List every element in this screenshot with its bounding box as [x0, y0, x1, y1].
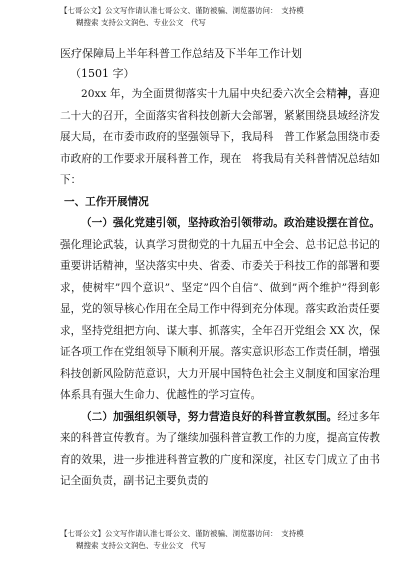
intro-rest: 喜迎二十大的召开，全面落实省科技创新大会部署，紧紧围绕县域经济发展大局，在市委市政府的坚强领导下，我局科 普工作紧急围绕市委市政府的工作要求开展科普工作，现在 将我局有关科普情况总结如下：	[60, 88, 381, 186]
header-line-2: 糊搜索 支持公文润色、专业公文 代写	[76, 18, 206, 27]
intro-paragraph	[60, 84, 380, 192]
subsection-1-heading-b: 政治建设摆在首位。	[283, 217, 380, 229]
document-title: 医疗保障局上半年科普工作总结及下半年工作计划	[60, 47, 302, 60]
subsection-1-heading: （一）强化党建引领，坚持政治引领带动。	[81, 217, 284, 229]
intro-line-1: 20xx 年，为全面贯彻落实十九届中央纪委六次全会精	[81, 88, 337, 100]
subsection-2-text: 经过多年来的科普宣传教育。为了继续加强科普宣教工作的力度，提高宣传教育的效果，进一步推进科普宣教的广度和深度，社区专门成立了由书记全面负责，副书记主要负责的	[60, 410, 380, 487]
subsection-1-text: 强化理论武装，认真学习贯彻党的十九届五中全会、总书记总书记的重要讲话精神，坚决落实中央、省委、市委关于科技工作的部署和要求，使树牢”四个意识”、坚定”四个自信”、做到”两个维护”得到彰显，党的领导核心作用在全局工作中得到充分体现。落实政治责任要求，坚持党组把方向、谋大事、抓落实，全年召开党组会 XX 次，保证各项工作在党组领导下顺利开展。落实意识形态工作责任制，增强科技创新风险防范意识，大力开展中国特色社会主义制度和国家治理体系具有强大生命力、优越性的学习宣传。	[60, 238, 380, 401]
page-footer	[60, 528, 390, 552]
footer-line-1: 【七哥公文】公文写作请认准七哥公文、谨防被骗、浏览器访问： 支持模	[60, 529, 304, 538]
subsection-1-paragraph	[60, 213, 380, 407]
intro-bold: 神，	[336, 88, 359, 100]
page-header	[60, 5, 390, 29]
subsection-2-heading: （二）加强组织领导，努力营造良好的科普宣教氛围。	[81, 410, 338, 423]
header-line-1: 【七哥公文】公文写作请认准七哥公文、谨防被骗、浏览器访问： 支持模	[60, 6, 304, 15]
subsection-2-paragraph	[60, 407, 380, 493]
word-count: （1501 字）	[70, 67, 135, 80]
footer-line-2: 糊搜索 支持公文润色、专业公文 代写	[76, 541, 206, 550]
section-heading-1: 一、工作开展情况	[64, 195, 149, 208]
document-body	[60, 44, 380, 493]
